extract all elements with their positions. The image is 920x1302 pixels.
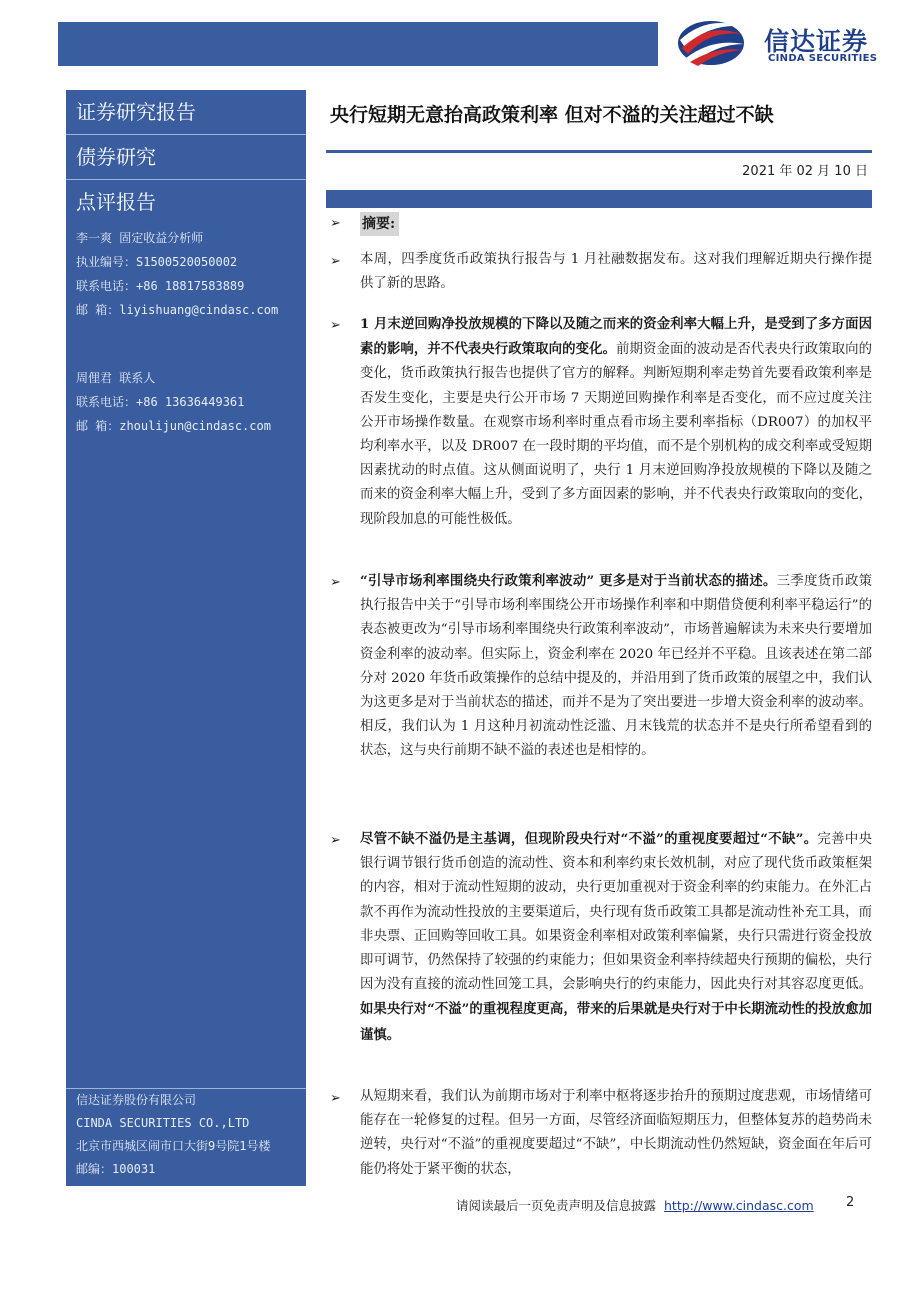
company-address: 北京市西城区闹市口大街9号院1号楼 bbox=[76, 1139, 271, 1153]
company-name-cn: 信达证券股份有限公司 bbox=[76, 1093, 197, 1107]
footer-disclaimer: 请阅读最后一页免责声明及信息披露 bbox=[456, 1198, 657, 1213]
arrow-bullet-icon: ➢ bbox=[330, 1091, 341, 1106]
paragraph-conclusion: 如果央行对“不溢”的重视程度更高，带来的后果就是央行对于中长期流动性的投放愈加谨慎。 bbox=[360, 1001, 872, 1043]
paragraph-outlook bbox=[360, 1085, 872, 1182]
header-bar bbox=[58, 22, 658, 66]
paragraph-liquidity bbox=[360, 827, 872, 1048]
company-info bbox=[66, 1088, 306, 1181]
page-number: 2 bbox=[846, 1195, 855, 1210]
title-divider bbox=[326, 150, 872, 153]
report-date: 2021 年 02 月 10 日 bbox=[742, 164, 868, 179]
summary-label: 摘要: bbox=[360, 212, 399, 236]
arrow-bullet-icon: ➢ bbox=[330, 318, 341, 333]
arrow-bullet-icon: ➢ bbox=[330, 254, 341, 269]
logo-text-en: CINDA SECURITIES bbox=[768, 53, 878, 64]
content-header-bar bbox=[326, 190, 872, 208]
company-postcode: 邮编：100031 bbox=[76, 1162, 156, 1176]
analyst-cert: 执业编号：S1500520050002 bbox=[76, 255, 238, 269]
report-subcategory: 债券研究 bbox=[66, 135, 306, 180]
contact-email[interactable]: 邮 箱：zhoulijun@cindasc.com bbox=[76, 419, 271, 433]
paragraph-text: 完善中央银行调节银行货币创造的流动性、资本和利率约束长效机制，对应了现代货币政策框架的内容，相对于流动性短期的波动，央行更加重视对于资金利率的约束能力。在外汇占款不再作为流动性投放的主要渠道后，央行现有货币政策工具都是流动性补充工具，而非央票、正回购等回收工具。如果资金利率相对政策利率偏紧，央行只需进行资金投放即可调节，仍然保持了较强的约束能力；但如果资金利率持续超央行预期的偏松，央行因为没有直接的流动性回笼工具，会影响央行的约束能力，因此央行对其容忍度更低。 bbox=[360, 832, 873, 993]
paragraph-text: 三季度货币政策执行报告中关于“引导市场利率围绕公开市场操作利率和中期借贷便利利率平稳运行”的表态被更改为“引导市场利率围绕央行政策利率波动”，市场普遍解读为未来央行要增加资金利率的波动率。但实际上，资金利率在 2020 年已经并不平稳。且该表述在第二部分对 2020 年货币政策操作的总结中提及的，并沿用到了货币政策的展望之中，我们认为这更多是对于当前状态的描述，而并不是为了突出要进一步增大资金利率的波动率。相反，我们认为 1 月这种月初流动性泛滥、月末钱荒的状态并不是央行所希望看到的状态，这与央行前期不缺不溢的表述也是相悖的。 bbox=[360, 574, 872, 759]
paragraph-text: 前期资金面的波动是否代表央行政策取向的变化，货币政策执行报告也提供了官方的解释。判断短期利率走势首先要看政策利率是否发生变化，主要是央行公开市场 7 天期逆回购操作利率是否变化，而不应过度关注公开市场操作数量。在观察市场利率时重点看市场主要利率指标（DR007）的加权平均利率水平，以及 DR007 在一段时期的平均值，而不是个别机构的成交利率或受短期因素扰动的时点值。这从侧面说明了，央行 1 月末逆回购净投放规模的下降以及随之而来的资金利率大幅上升，受到了多方面因素的影响，并不代表央行政策取向的变化，现阶段加息的可能性极低。 bbox=[360, 342, 873, 527]
contact-phone: 联系电话：+86 13636449361 bbox=[76, 395, 245, 409]
report-type: 点评报告 bbox=[76, 190, 156, 214]
company-name-en: CINDA SECURITIES CO.,LTD bbox=[76, 1116, 250, 1130]
analyst-email[interactable]: 邮 箱：liyishuang@cindasc.com bbox=[76, 303, 279, 317]
arrow-bullet-icon: ➢ bbox=[330, 216, 341, 231]
page-footer bbox=[456, 1196, 814, 1214]
paragraph-key-point: “引导市场利率围绕央行政策利率波动” 更多是对于当前状态的描述。 bbox=[360, 573, 777, 589]
paragraph-reverse-repo bbox=[360, 312, 872, 532]
logo-text-cn: 信达证券 bbox=[764, 27, 869, 56]
analyst-contacts bbox=[66, 226, 306, 1076]
paragraph-key-point: 尽管不缺不溢仍是主基调，但现阶段央行对“不溢”的重视度要超过“不缺”。 bbox=[360, 831, 818, 847]
paragraph-key-point: 1 月末逆回购净投放规模的下降以及随之而来的资金利率大幅上升，是受到了多方面因素的影响，并不代表央行政策取向的变化。 bbox=[360, 316, 872, 358]
sidebar bbox=[66, 90, 306, 1186]
analyst-phone: 联系电话：+86 18817583889 bbox=[76, 279, 245, 293]
contact-name: 周俚君 联系人 bbox=[76, 371, 156, 385]
company-logo bbox=[676, 18, 876, 68]
paragraph-intro bbox=[360, 248, 872, 296]
report-category: 证券研究报告 bbox=[66, 90, 306, 135]
arrow-bullet-icon: ➢ bbox=[330, 833, 341, 848]
cinda-logo-icon bbox=[676, 18, 746, 68]
report-title: 央行短期无意抬高政策利率 但对不溢的关注超过不缺 bbox=[330, 104, 774, 126]
paragraph-policy-rate bbox=[360, 569, 872, 764]
paragraph-text: 从短期来看，我们认为前期市场对于利率中枢将逐步抬升的预期过度悲观，市场情绪可能存在一轮修复的过程。但另一方面，尽管经济面临短期压力，但整体复苏的趋势尚未逆转，央行对“不溢”的重视度要超过“不缺”，中长期流动性仍然短缺，资金面在年后可能仍将处于紧平衡的状态， bbox=[360, 1089, 872, 1177]
analyst-name: 李一爽 固定收益分析师 bbox=[76, 231, 204, 245]
paragraph-text: 本周，四季度货币政策执行报告与 1 月社融数据发布。这对我们理解近期央行操作提供了新的思路。 bbox=[360, 252, 872, 292]
website-link[interactable]: http://www.cindasc.com bbox=[664, 1198, 814, 1213]
arrow-bullet-icon: ➢ bbox=[330, 575, 341, 590]
